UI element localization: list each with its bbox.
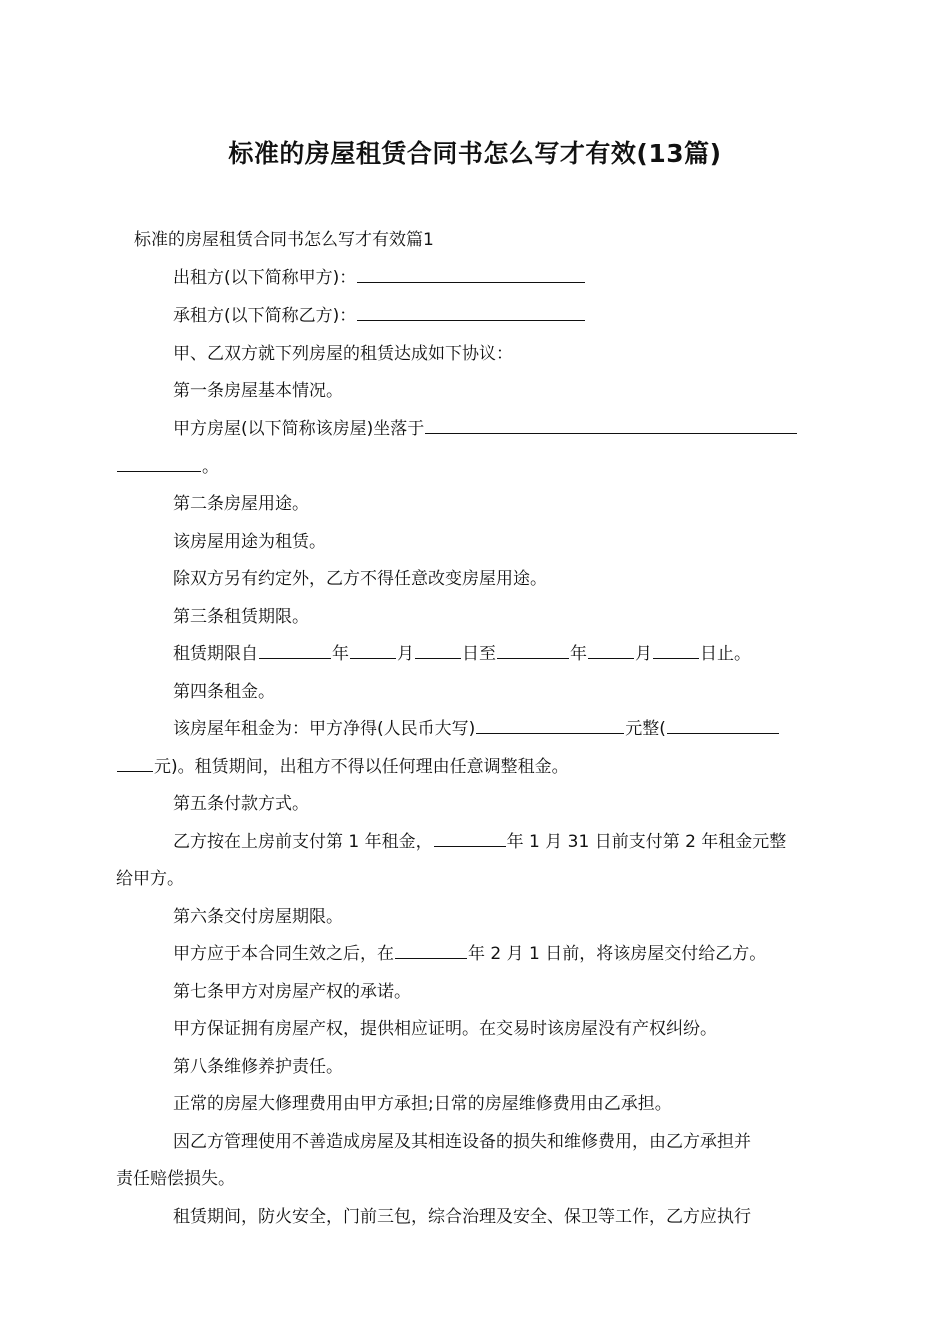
article-8-line-1: 正常的房屋大修理费用由甲方承担;日常的房屋维修费用由乙承担。 [173, 1094, 672, 1114]
article-5-payment-cont: 给甲方。 [116, 869, 184, 889]
rent-clause: 元)。租赁期间，出租方不得以任何理由任意调整租金。 [154, 757, 569, 777]
location-blank-cont [117, 456, 201, 472]
month-label: 月 [635, 644, 652, 664]
end-year-blank [497, 643, 569, 659]
article-5-title: 第五条付款方式。 [173, 794, 309, 814]
article-4-rent-cont [116, 756, 569, 778]
end-day-blank [653, 643, 699, 659]
year-label: 年 [332, 644, 349, 664]
delivery-year-blank [395, 943, 467, 959]
period-label: 租赁期限自 [173, 644, 258, 664]
day-to-label: 日至 [462, 644, 496, 664]
start-day-blank [415, 643, 461, 659]
article-3-period [173, 643, 751, 665]
lessee-line [173, 305, 586, 327]
article-2-line-1: 该房屋用途为租赁。 [173, 532, 326, 552]
article-2-line-2: 除双方另有约定外，乙方不得任意改变房屋用途。 [173, 569, 547, 589]
day-end-label: 日止。 [700, 644, 751, 664]
article-6-delivery [173, 943, 766, 965]
rent-words-blank [476, 718, 624, 734]
article-1-title: 第一条房屋基本情况。 [173, 381, 343, 401]
start-month-blank [350, 643, 396, 659]
article-5-payment [173, 831, 786, 853]
article-7-title: 第七条甲方对房屋产权的承诺。 [173, 982, 411, 1002]
lessor-blank [357, 267, 585, 283]
article-3-title: 第三条租赁期限。 [173, 607, 309, 627]
rent-label: 该房屋年租金为：甲方净得(人民币大写) [173, 719, 476, 739]
payment-second: 年 1 月 31 日前支付第 2 年租金元整 [506, 832, 787, 852]
location-blank [425, 418, 797, 434]
lessor-line [173, 267, 586, 289]
payment-first: 乙方按在上房前支付第 1 年租金， [173, 832, 433, 852]
lessor-label: 出租方(以下简称甲方)： [173, 268, 357, 288]
agreement-intro: 甲、乙双方就下列房屋的租赁达成如下协议： [173, 344, 513, 364]
month-label: 月 [397, 644, 414, 664]
period-mark: 。 [202, 457, 219, 477]
article-8-line-3: 租赁期间，防火安全，门前三包，综合治理及安全、保卫等工作，乙方应执行 [173, 1207, 751, 1227]
lessee-label: 承租方(以下简称乙方)： [173, 306, 357, 326]
location-label: 甲方房屋(以下简称该房屋)坐落于 [173, 419, 425, 439]
end-month-blank [588, 643, 634, 659]
delivery-date: 年 2 月 1 日前，将该房屋交付给乙方。 [468, 944, 767, 964]
article-7-text: 甲方保证拥有房屋产权，提供相应证明。在交易时该房屋没有产权纠纷。 [173, 1019, 717, 1039]
article-8-line-2-cont: 责任赔偿损失。 [116, 1169, 235, 1189]
article-8-line-2: 因乙方管理使用不善造成房屋及其相连设备的损失和维修费用，由乙方承担并 [173, 1132, 751, 1152]
start-year-blank [259, 643, 331, 659]
rent-figure-blank-cont [117, 756, 153, 772]
rent-figure-blank [667, 718, 779, 734]
document-title: 标准的房屋租赁合同书怎么写才有效(13篇) [228, 139, 722, 168]
delivery-label: 甲方应于本合同生效之后，在 [173, 944, 394, 964]
article-6-title: 第六条交付房屋期限。 [173, 907, 343, 927]
article-8-title: 第八条维修养护责任。 [173, 1057, 343, 1077]
article-1-location-cont [116, 456, 219, 478]
rent-yuan-label: 元整( [625, 719, 666, 739]
article-1-location [173, 418, 798, 440]
section-subtitle: 标准的房屋租赁合同书怎么写才有效篇1 [134, 230, 434, 250]
article-4-title: 第四条租金。 [173, 682, 275, 702]
year-label: 年 [570, 644, 587, 664]
payment-year-blank [434, 831, 506, 847]
article-2-title: 第二条房屋用途。 [173, 494, 309, 514]
article-4-rent [173, 718, 780, 740]
lessee-blank [357, 305, 585, 321]
